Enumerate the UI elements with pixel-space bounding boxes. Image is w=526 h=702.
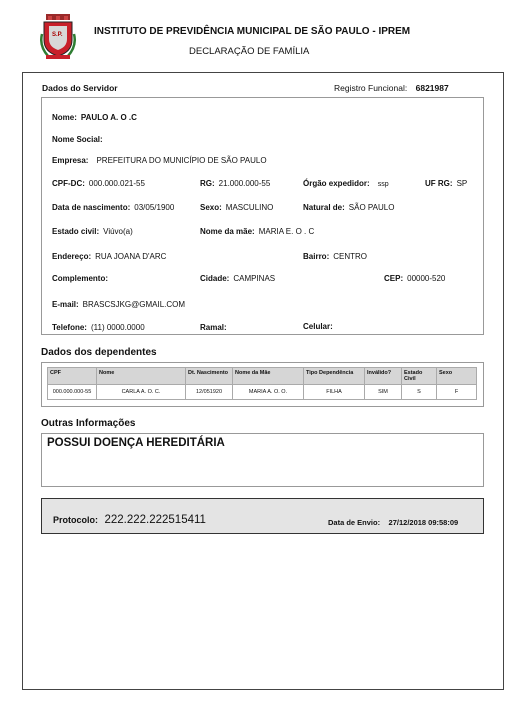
field-complemento: Complemento: [52,274,108,283]
col-tipo: Tipo Dependência [304,368,365,385]
protocolo-value: 222.222.222515411 [104,514,206,526]
field-estado-civil: Estado civil: Viúvo(a) [52,227,133,236]
field-telefone: Telefone: (11) 0000.0000 [52,323,145,332]
envio-value: 27/12/2018 09:58:09 [388,518,459,527]
field-cpf: CPF-DC: 000.000.021-55 [52,179,145,188]
envio-label: Data de Envio: [328,518,381,527]
col-nascimento: Dt. Nascimento [186,368,233,385]
field-bairro: Bairro: CENTRO [303,252,368,261]
city-seal-logo [40,14,76,60]
data-envio [328,512,458,530]
field-natural: Natural de: SÃO PAULO [303,203,395,212]
field-cep: CEP: 00000-520 [384,274,446,283]
field-nascimento: Data de nascimento: 03/05/1900 [52,203,175,212]
field-sexo: Sexo: MASCULINO [200,203,274,212]
col-cpf: CPF [48,368,97,385]
col-nome: Nome [97,368,186,385]
registro-funcional [334,83,449,93]
field-rg: RG: 21.000.000-55 [200,179,271,188]
servidor-section-title: Dados do Servidor [42,83,118,93]
col-nome-mae: Nome da Mãe [233,368,304,385]
registro-value: 6821987 [415,83,449,93]
field-nome-mae: Nome da mãe: MARIA E. O . C [200,227,315,236]
protocolo [53,510,206,528]
institute-title: INSTITUTO DE PREVIDÊNCIA MUNICIPAL DE SÃO PAULO - IPREM [94,26,411,37]
seal-text: S.P. [52,32,63,38]
field-ramal: Ramal: [200,323,227,332]
document-title: DECLARAÇÃO DE FAMÍLIA [189,46,310,57]
outras-text: POSSUI DOENÇA HEREDITÁRIA [47,437,225,449]
field-email: E-mail: BRASCSJKG@GMAIL.COM [52,300,186,309]
table-header-row [48,368,477,385]
outras-section-title: Outras Informações [41,418,136,429]
field-orgao: Órgão expedidor: ssp [303,179,389,188]
field-endereco: Endereço: RUA JOANA D'ARC [52,252,167,261]
field-cidade: Cidade: CAMPINAS [200,274,276,283]
col-estado-civil: Estado Civil [402,368,437,385]
field-empresa: Empresa: PREFEITURA DO MUNICÍPIO DE SÃO PAULO [52,156,267,165]
col-sexo: Sexo [437,368,477,385]
col-invalido: Inválido? [365,368,402,385]
protocolo-label: Protocolo: [53,515,98,525]
field-nome-social: Nome Social: [52,135,103,144]
field-nome: Nome: PAULO A. O .C [52,113,137,122]
field-celular: Celular: [303,322,333,331]
registro-label: Registro Funcional: [334,83,408,93]
field-uf-rg: UF RG: SP [425,179,468,188]
dependentes-section-title: Dados dos dependentes [41,347,157,358]
dependentes-table [47,367,477,400]
table-row: 000.000.000-55 CARLA A. O. C. 12/051920 MARIA A. O. O. FILHA SIM S F [48,385,477,400]
